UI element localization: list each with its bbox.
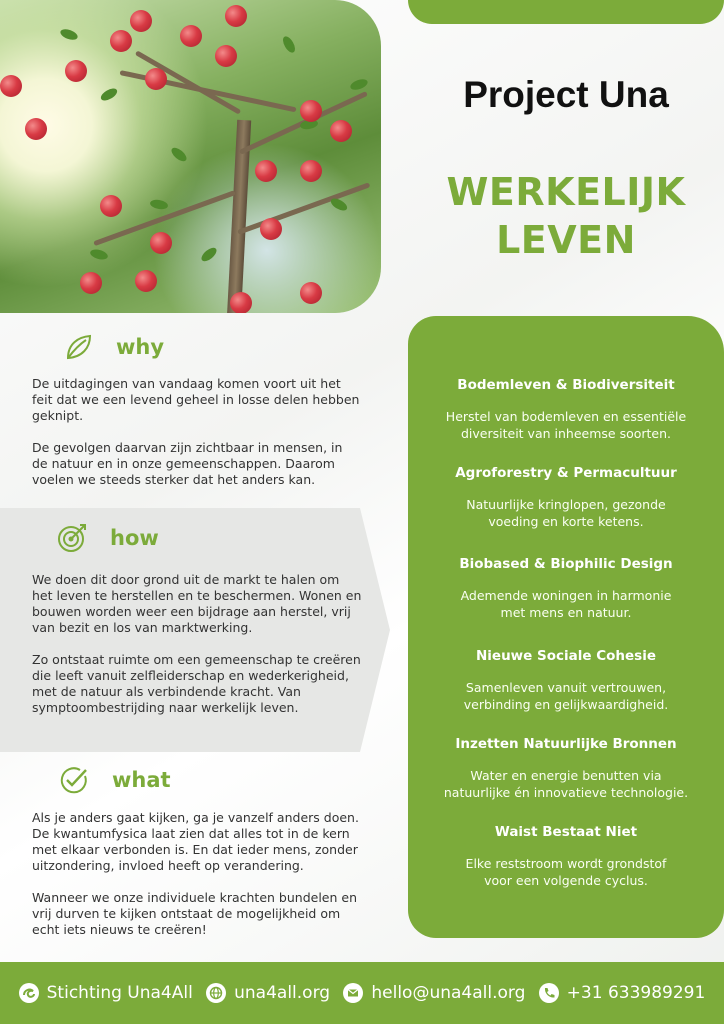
phone-icon bbox=[539, 983, 559, 1003]
target-icon bbox=[56, 522, 88, 554]
top-green-tab bbox=[408, 0, 724, 24]
feature-item bbox=[408, 735, 724, 801]
feature-desc: Natuurlijke kringlopen, gezonde voeding en korte ketens. bbox=[466, 497, 666, 529]
footer-email-link[interactable]: hello@una4all.org bbox=[343, 983, 525, 1003]
footer-website-link[interactable]: una4all.org bbox=[206, 983, 330, 1003]
feature-item bbox=[408, 555, 724, 621]
what-text: Als je anders gaat kijken, ga je vanzelf anders doen. De kwantumfysica laat zien dat alles tot in de kern met elkaar verbonden is. En dat ieder mens, zonder uitzondering, invloed heeft op verandering. Wanneer we onze individuele krachten bundelen en vrij durven te kijken ontstaat de mogelijkheid om echt iets nieuws te creëren! bbox=[32, 810, 359, 937]
feature-desc: Water en energie benutten via natuurlijke én innovatieve technologie. bbox=[443, 768, 689, 800]
page-subtitle: WERKELIJK LEVEN bbox=[446, 170, 686, 262]
feature-desc: Herstel van bodemleven en essentiële diversiteit van inheemse soorten. bbox=[445, 409, 687, 441]
page-title: Project Una bbox=[463, 74, 669, 115]
feature-title: Waist Bestaat Niet bbox=[494, 824, 638, 840]
how-heading bbox=[56, 522, 159, 554]
feature-title: Bodemleven & Biodiversiteit bbox=[457, 377, 675, 393]
how-text: We doen dit door grond uit de markt te halen om het leven te herstellen en te beschermen. Wonen en bouwen worden weer een bijdrage aan herstel, vrij van bezit en los van marktwerking. Zo ontstaat ruimte om een gemeenschap te creëren die leeft vanuit zelfleiderschap en wederkerigheid, met de natuur als verbindende kracht. Van symptoombestrijding naar werkelijk leven. bbox=[32, 572, 362, 715]
feature-desc: Elke reststroom wordt grondstof voor een volgende cyclus. bbox=[465, 856, 667, 888]
feature-item bbox=[408, 823, 724, 889]
footer-phone-link[interactable]: +31 633989291 bbox=[539, 983, 706, 1003]
leaf-icon bbox=[64, 332, 94, 362]
swirl-logo-icon bbox=[19, 983, 39, 1003]
why-heading bbox=[64, 332, 164, 362]
footer-org: Stichting Una4All bbox=[19, 983, 193, 1003]
feature-item bbox=[408, 464, 724, 530]
what-heading bbox=[58, 764, 171, 796]
feature-title: Biobased & Biophilic Design bbox=[459, 556, 673, 572]
feature-desc: Ademende woningen in harmonie met mens en natuur. bbox=[460, 588, 672, 620]
what-label: what bbox=[112, 768, 171, 792]
globe-icon bbox=[206, 983, 226, 1003]
footer bbox=[0, 962, 724, 1024]
mail-icon bbox=[343, 983, 363, 1003]
why-label: why bbox=[116, 335, 165, 359]
feature-title: Nieuwe Sociale Cohesie bbox=[475, 648, 656, 664]
apple-tree-photo bbox=[0, 0, 381, 313]
feature-item bbox=[408, 647, 724, 713]
feature-item bbox=[408, 376, 724, 442]
feature-desc: Samenleven vanuit vertrouwen, verbinding en gelijkwaardigheid. bbox=[463, 680, 669, 712]
feature-title: Inzetten Natuurlijke Bronnen bbox=[455, 736, 677, 752]
check-circle-icon bbox=[58, 764, 90, 796]
how-label: how bbox=[110, 526, 159, 550]
why-text: De uitdagingen van vandaag komen voort uit het feit dat we een levend geheel in losse delen hebben geknipt. De gevolgen daarvan zijn zichtbaar in mensen, in de natuur en in onze gemeenschappen. Daarom voelen we steeds sterker dat het anders kan. bbox=[32, 376, 360, 487]
feature-title: Agroforestry & Permacultuur bbox=[455, 465, 677, 481]
